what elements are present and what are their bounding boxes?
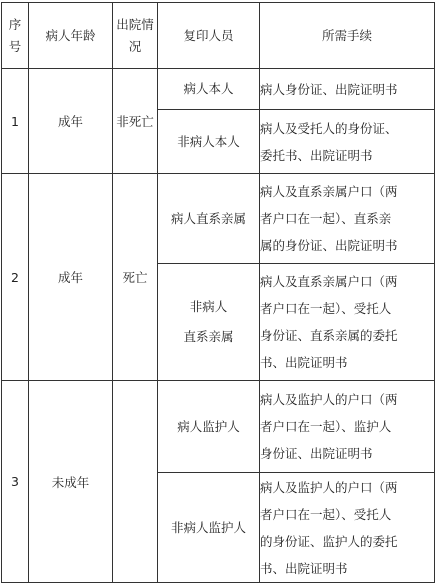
patient-age-cell: 成年 [29, 174, 113, 381]
documents-line: 病人及受托人的身份证、 [260, 120, 398, 136]
required-documents-cell [260, 264, 435, 381]
documents-line: 委托书、出院证明书 [260, 147, 373, 163]
hospital-records-copy-requirements-table [1, 2, 435, 583]
required-documents-cell [260, 174, 435, 264]
documents-line: 病人及监护人的户口（两 [260, 479, 398, 495]
documents-line: 病人及直系亲属户口（两 [260, 184, 398, 199]
copier-line: 病人直系亲属 [170, 210, 246, 226]
seq-cell: 2 [2, 174, 29, 381]
copier-line: 病人本人 [183, 81, 234, 96]
copier-cell [158, 174, 260, 264]
documents-line: 者户口在一起）、直系亲 [260, 211, 392, 226]
copier-cell [158, 69, 260, 110]
documents-line: 者户口在一起）、受托人 [260, 301, 392, 316]
table-row [2, 174, 435, 264]
documents-line: 病人及监护人的户口（两 [260, 392, 398, 407]
seq-cell: 3 [2, 381, 29, 583]
copier-cell [158, 110, 260, 174]
header-discharge-status [113, 3, 158, 69]
required-documents-cell [260, 381, 435, 473]
documents-line: 病人身份证、出院证明书 [260, 81, 398, 97]
header-seq [2, 3, 29, 69]
discharge-status-cell: 死亡 [113, 174, 158, 381]
header-required-documents: 所需手续 [260, 3, 435, 69]
documents-line: 身份证、出院证明书 [260, 446, 373, 461]
table-row [2, 381, 435, 473]
header-patient-age: 病人年龄 [29, 3, 113, 69]
copier-line: 非病人 [189, 299, 228, 314]
seq-cell: 1 [2, 69, 29, 174]
required-documents-cell [260, 110, 435, 174]
header-seq-line-2: 号 [8, 38, 22, 54]
copier-line: 直系亲属 [183, 329, 234, 344]
documents-line: 病人及直系亲属户口（两 [260, 274, 398, 289]
patient-age-cell: 未成年 [29, 381, 113, 583]
required-documents-cell [260, 69, 435, 110]
copier-cell [158, 381, 260, 473]
discharge-status-cell: 非死亡 [113, 69, 158, 174]
copier-line: 非病人监护人 [170, 519, 246, 535]
documents-line: 书、出院证明书 [260, 355, 348, 370]
discharge-status-cell [113, 381, 158, 583]
copier-cell [158, 473, 260, 583]
copier-line: 病人监护人 [177, 418, 240, 434]
documents-line: 者户口在一起）、受托人 [260, 506, 392, 522]
header-discharge-line-1: 出院情 [116, 16, 154, 32]
header-copier: 复印人员 [158, 3, 260, 69]
documents-line: 的身份证、监护人的委托 [260, 533, 398, 549]
documents-line: 者户口在一起）、监护人 [260, 419, 392, 434]
copier-cell [158, 264, 260, 381]
patient-age-cell: 成年 [29, 69, 113, 174]
header-discharge-line-2: 况 [128, 38, 142, 54]
header-seq-line-1: 序 [8, 16, 22, 32]
table-row [2, 69, 435, 110]
header-row [2, 3, 435, 69]
required-documents-cell [260, 473, 435, 583]
documents-line: 属的身份证、出院证明书 [260, 238, 398, 253]
documents-line: 书、出院证明书 [260, 560, 348, 576]
copier-line: 非病人本人 [177, 133, 240, 149]
documents-line: 身份证、直系亲属的委托 [260, 328, 398, 343]
